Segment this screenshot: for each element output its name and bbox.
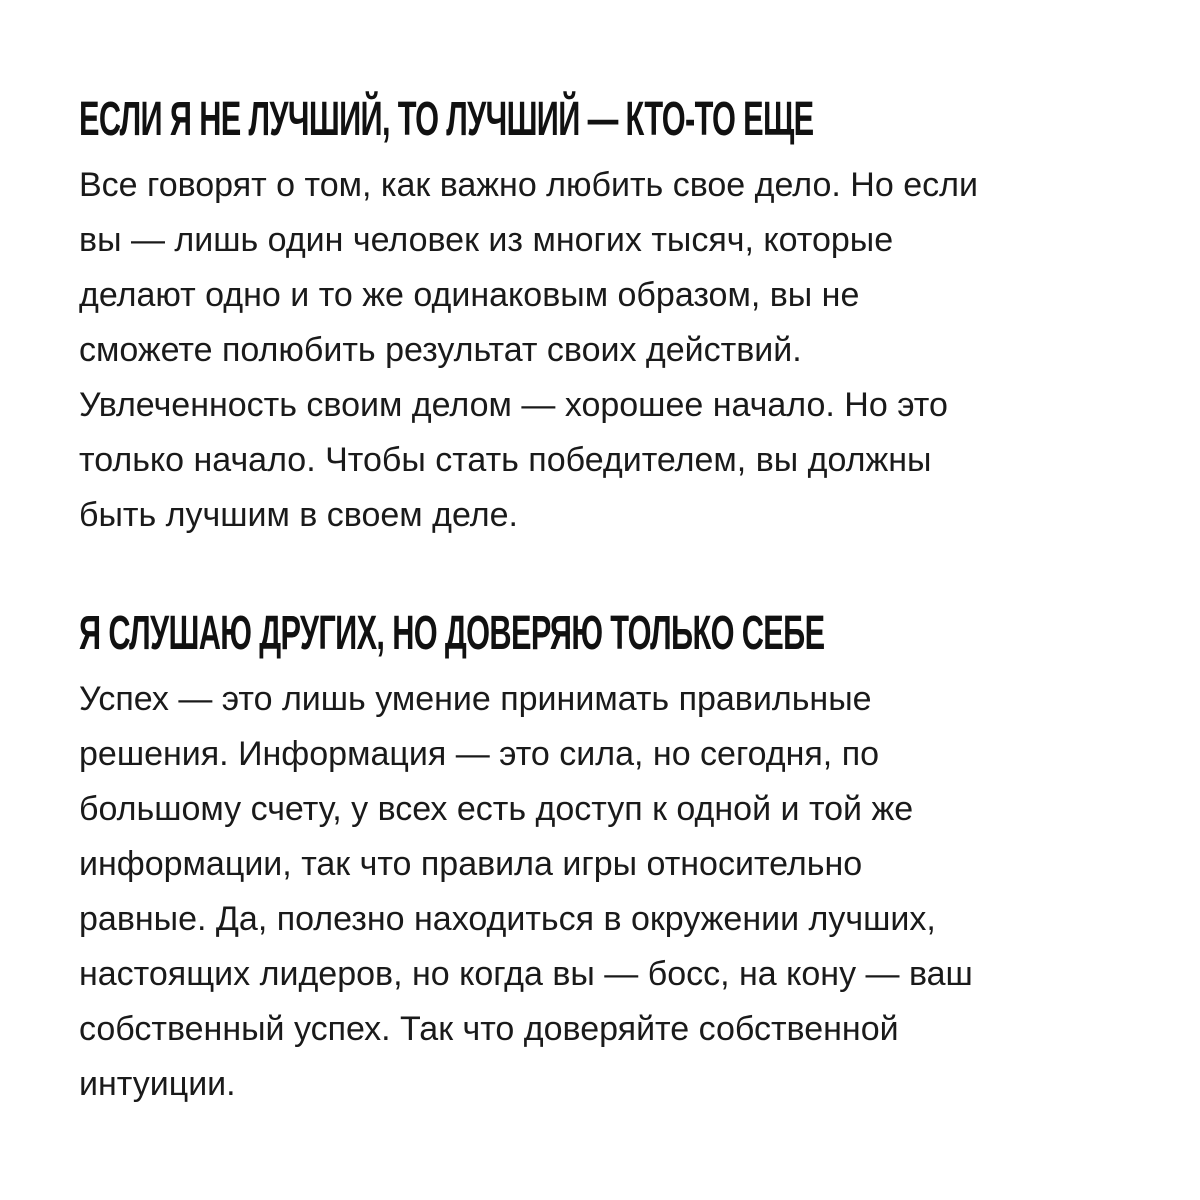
text-line: равные. Да, полезно находиться в окружении лучших, — [79, 900, 936, 938]
section-heading: Я СЛУШАЮ ДРУГИХ, НО ДОВЕРЯЮ ТОЛЬКО СЕБЕ — [79, 607, 825, 660]
section-paragraph — [79, 672, 1159, 1112]
text-line: Увлеченность своим делом — хорошее начало. Но это — [79, 386, 948, 424]
text-line: собственный успех. Так что доверяйте собственной — [79, 1010, 899, 1048]
text-line: быть лучшим в своем деле. — [79, 496, 518, 534]
section-2 — [79, 606, 1159, 1112]
text-line: большому счету, у всех есть доступ к одной и той же — [79, 790, 914, 828]
text-line: делают одно и то же одинаковым образом, вы не — [79, 276, 860, 314]
section-paragraph — [79, 158, 1159, 543]
text-line: решения. Информация — это сила, но сегодня, по — [79, 735, 880, 773]
section-heading: ЕСЛИ Я НЕ ЛУЧШИЙ, ТО ЛУЧШИЙ — КТО-ТО ЕЩЕ — [79, 93, 814, 146]
text-line: интуиции. — [79, 1065, 236, 1103]
text-line: настоящих лидеров, но когда вы — босс, на кону — ваш — [79, 955, 973, 993]
section-1 — [79, 92, 1159, 543]
text-line: информации, так что правила игры относительно — [79, 845, 863, 883]
text-line: Все говорят о том, как важно любить свое дело. Но если — [79, 166, 978, 204]
text-line: вы — лишь один человек из многих тысяч, которые — [79, 221, 894, 259]
text-line: Успех — это лишь умение принимать правильные — [79, 680, 872, 718]
text-line: сможете полюбить результат своих действий. — [79, 331, 802, 369]
text-line: только начало. Чтобы стать победителем, вы должны — [79, 441, 932, 479]
